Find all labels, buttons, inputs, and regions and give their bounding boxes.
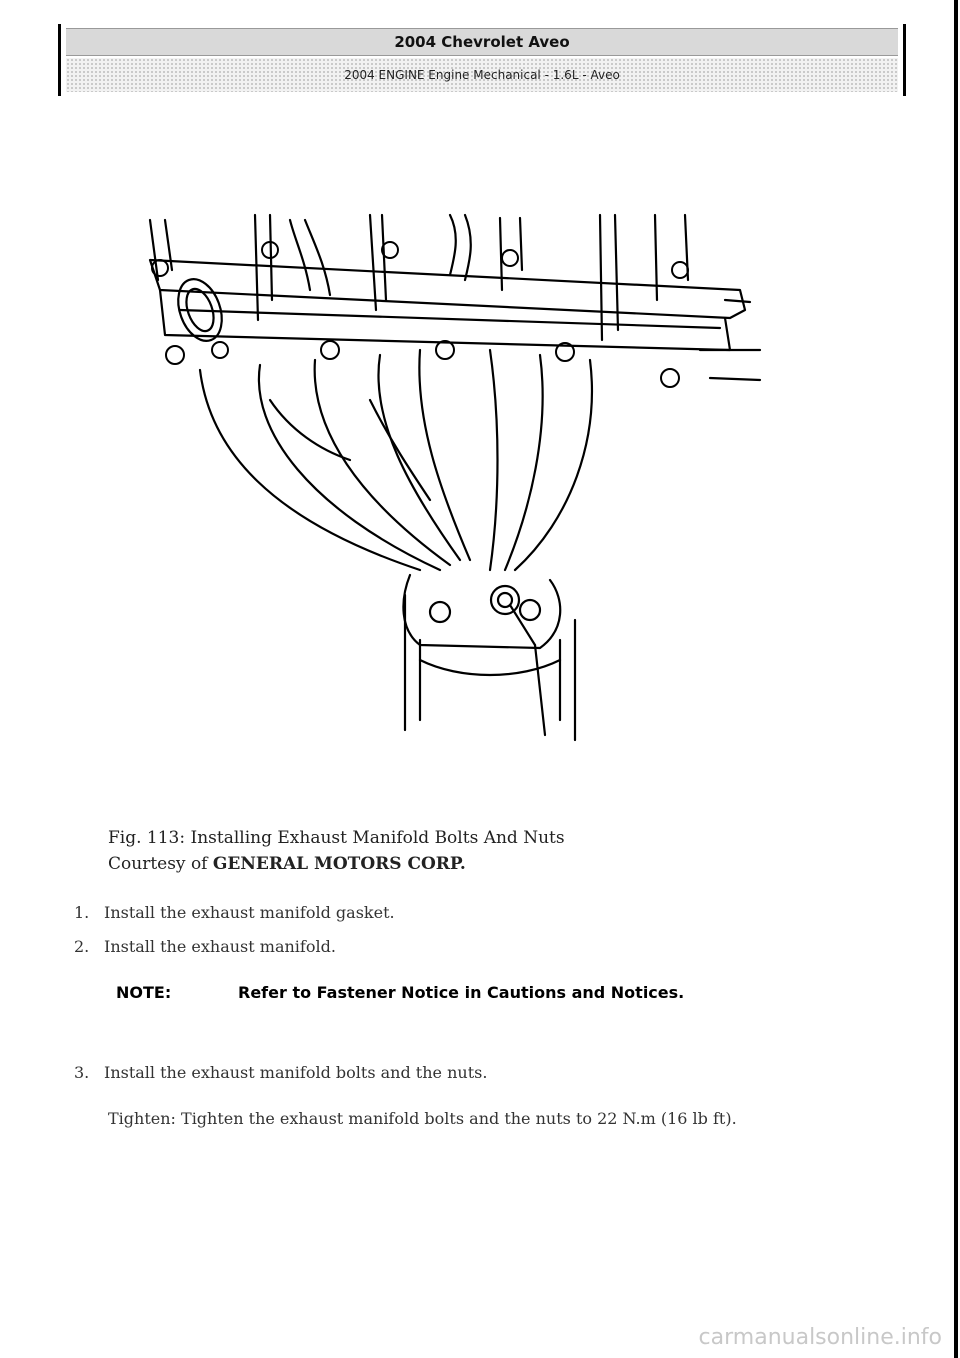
document-header (58, 24, 906, 96)
list-item (74, 898, 894, 932)
courtesy-prefix: Courtesy of (108, 854, 208, 874)
torque-spec: Tighten: Tighten the exhaust manifold bolts and the nuts to 22 N.m (16 lb ft). (108, 1109, 737, 1128)
step-number: 1. (74, 903, 90, 922)
figure-caption: Fig. 113: Installing Exhaust Manifold Bolts And Nuts (108, 828, 565, 848)
step-text: Install the exhaust manifold bolts and the nuts. (104, 1063, 488, 1082)
courtesy-organization: GENERAL MOTORS CORP. (212, 854, 466, 874)
note-text: Refer to Fastener Notice in Cautions and Notices. (238, 983, 685, 1002)
procedure-steps (74, 898, 894, 966)
exhaust-manifold-illustration (120, 200, 770, 760)
step-number: 2. (74, 937, 90, 956)
step-text: Install the exhaust manifold. (104, 937, 336, 956)
document-subtitle: 2004 ENGINE Engine Mechanical - 1.6L - Aveo (66, 58, 898, 92)
note-label: NOTE: (116, 983, 172, 1002)
step-text: Install the exhaust manifold gasket. (104, 903, 395, 922)
document-title: 2004 Chevrolet Aveo (66, 28, 898, 56)
site-watermark: carmanualsonline.info (698, 1325, 942, 1350)
page-right-border (954, 0, 958, 1358)
figure-caption-block (108, 825, 565, 877)
step-number: 3. (74, 1063, 90, 1082)
list-item (74, 932, 894, 966)
figure-courtesy (108, 851, 565, 877)
